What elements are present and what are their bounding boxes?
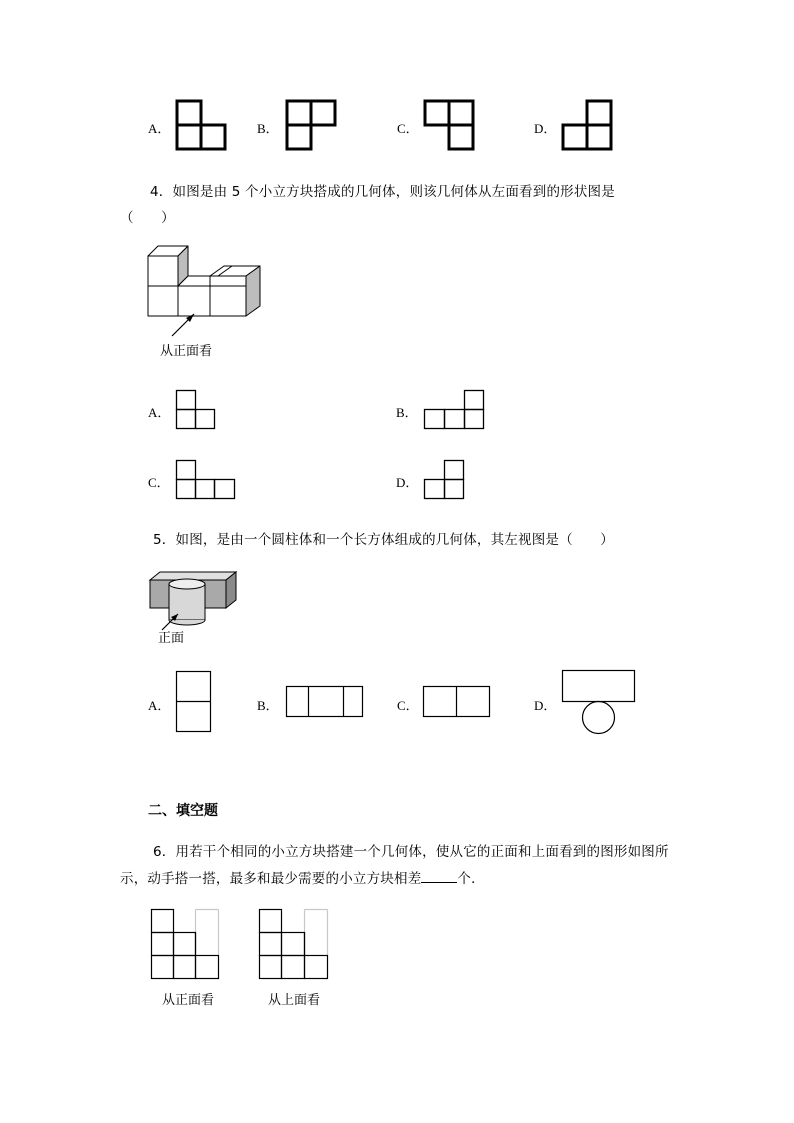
q6-answer-blank[interactable]: [421, 868, 457, 883]
q6-line2-before: 示，动手搭一搭，最多和最少需要的小立方块相差: [120, 871, 422, 887]
q4-option-a-figure: [176, 390, 218, 432]
q5-option-c-figure: [423, 686, 493, 720]
q5-option-c-label: C．: [397, 698, 419, 713]
q4-option-b-label: B．: [396, 405, 418, 420]
q4-option-c-figure: [176, 460, 238, 502]
q6-front-view-figure: [151, 909, 221, 981]
q5-figure-caption: 正面: [158, 631, 185, 646]
q6-caption-front: 从正面看: [162, 993, 215, 1008]
q3-option-b-figure: [286, 100, 338, 152]
q4-figure-caption: 从正面看: [160, 344, 213, 359]
q5-text: 5．如图，是由一个圆柱体和一个长方体组成的几何体，其左视图是（ ）: [153, 532, 614, 548]
q4-option-d-figure: [424, 460, 466, 502]
section-title: 二、填空题: [148, 803, 218, 819]
q4-option-d-label: D．: [396, 475, 419, 490]
q5-option-b-label: B．: [257, 698, 279, 713]
q5-option-a-figure: [176, 671, 214, 735]
q4-option-b-figure: [424, 390, 486, 432]
q4-text: 4．如图是由 5 个小立方块搭成的几何体，则该几何体从左面看到的形状图是: [150, 184, 615, 200]
q3-option-d-figure: [562, 100, 614, 152]
q6-caption-top: 从上面看: [268, 993, 321, 1008]
q6-line2: [120, 867, 485, 887]
q3-option-a-label: A．: [148, 121, 171, 136]
q3-option-c-label: C．: [397, 121, 419, 136]
q4-option-a-label: A．: [148, 405, 171, 420]
q3-option-a-figure: [176, 100, 228, 152]
q3-option-b-label: B．: [257, 121, 279, 136]
q6-top-view-figure: [259, 909, 331, 981]
q4-option-c-label: C．: [148, 475, 170, 490]
q4-cube-figure: [148, 244, 264, 324]
q3-option-c-figure: [424, 100, 476, 152]
q5-option-a-label: A．: [148, 698, 171, 713]
q5-option-b-figure: [286, 686, 366, 720]
q5-option-d-figure: [562, 670, 638, 736]
q5-option-d-label: D．: [534, 698, 557, 713]
q4-paren: （ ）: [120, 210, 175, 226]
q6-line1: 6．用若干个相同的小立方块搭建一个几何体，使从它的正面和上面看到的图形如图所: [153, 844, 669, 860]
q3-option-d-label: D．: [534, 121, 557, 136]
q6-line2-after: 个．: [457, 871, 485, 887]
